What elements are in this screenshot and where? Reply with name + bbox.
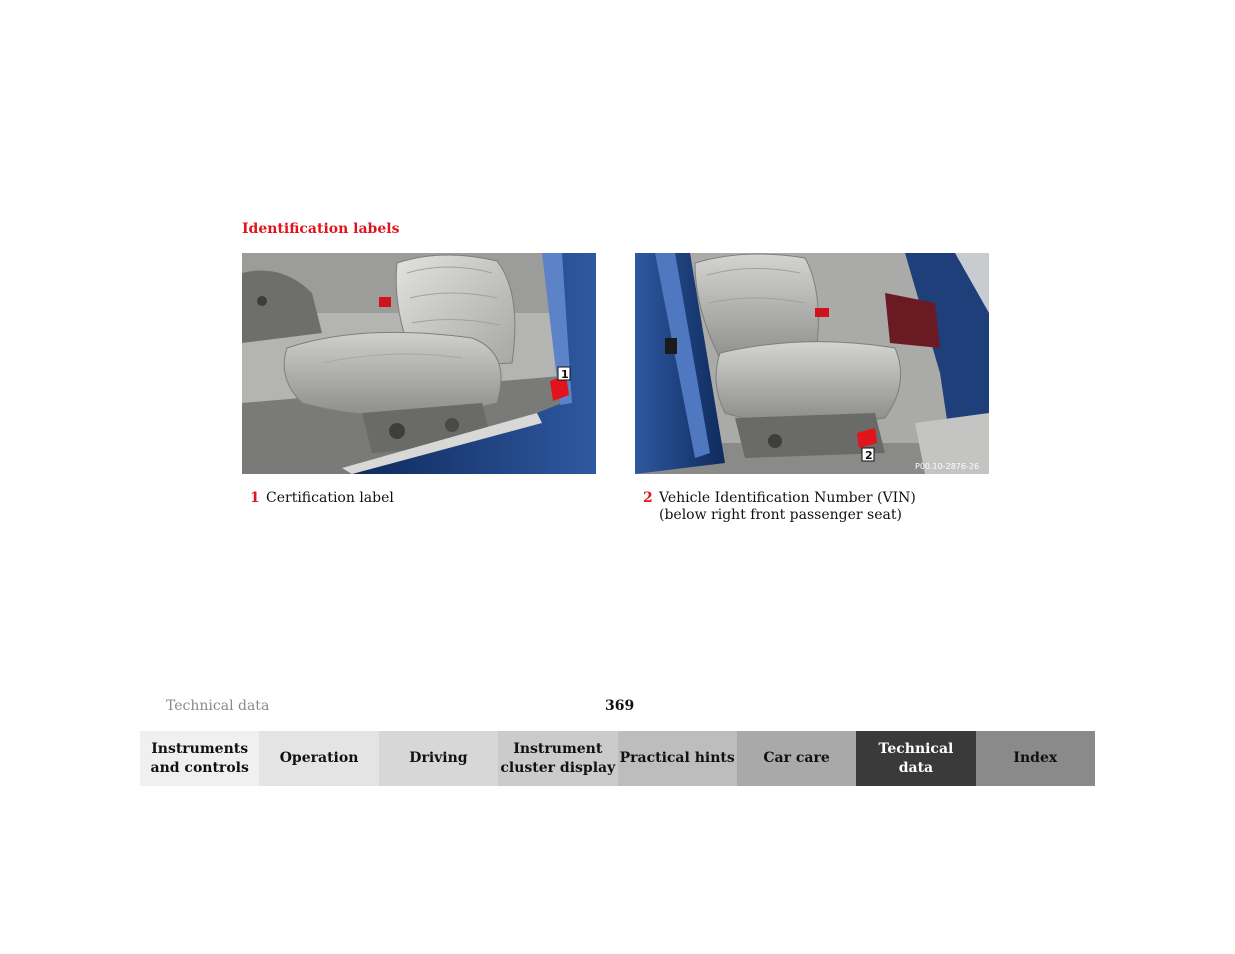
tab-practical-hints[interactable]: [618, 731, 737, 786]
tab-instrument-cluster-display[interactable]: [498, 731, 617, 786]
section-title: Identification labels: [242, 221, 400, 237]
certification-label-illustration: [242, 253, 596, 474]
caption-line: Vehicle Identification Number (VIN): [659, 490, 916, 506]
caption-number: 2: [643, 490, 653, 506]
tab-label: and controls: [150, 759, 249, 776]
marker-1: 1: [561, 368, 569, 381]
tab-label: data: [898, 759, 934, 776]
tab-driving[interactable]: [379, 731, 498, 786]
tab-instruments-and-controls[interactable]: [140, 731, 259, 786]
caption-text: [659, 490, 916, 524]
tab-label: Practical hints: [619, 750, 735, 766]
tab-label: Operation: [279, 750, 359, 766]
image-code: P00.10-2876-26: [915, 462, 980, 471]
tab-label: Technical: [878, 740, 954, 757]
tab-index[interactable]: [976, 731, 1095, 786]
vin-label-illustration: [635, 253, 989, 474]
tab-label: Index: [1013, 750, 1058, 766]
tab-technical-data[interactable]: [856, 731, 975, 786]
tab-label: cluster display: [500, 759, 616, 776]
tab-car-care[interactable]: [737, 731, 856, 786]
tab-label: Instrument: [513, 740, 603, 757]
caption-text: Certification label: [266, 490, 394, 506]
section-footer: Technical data: [166, 698, 270, 714]
tab-label: Instruments: [151, 740, 249, 757]
tab-operation[interactable]: [259, 731, 378, 786]
chapter-navigation: [140, 731, 1095, 786]
caption-number: 1: [250, 490, 260, 506]
caption-line: (below right front passenger seat): [659, 507, 902, 523]
marker-2: 2: [865, 449, 873, 462]
page-number: 369: [605, 698, 635, 714]
tab-label: Driving: [409, 750, 468, 766]
tab-label: Car care: [763, 750, 830, 766]
